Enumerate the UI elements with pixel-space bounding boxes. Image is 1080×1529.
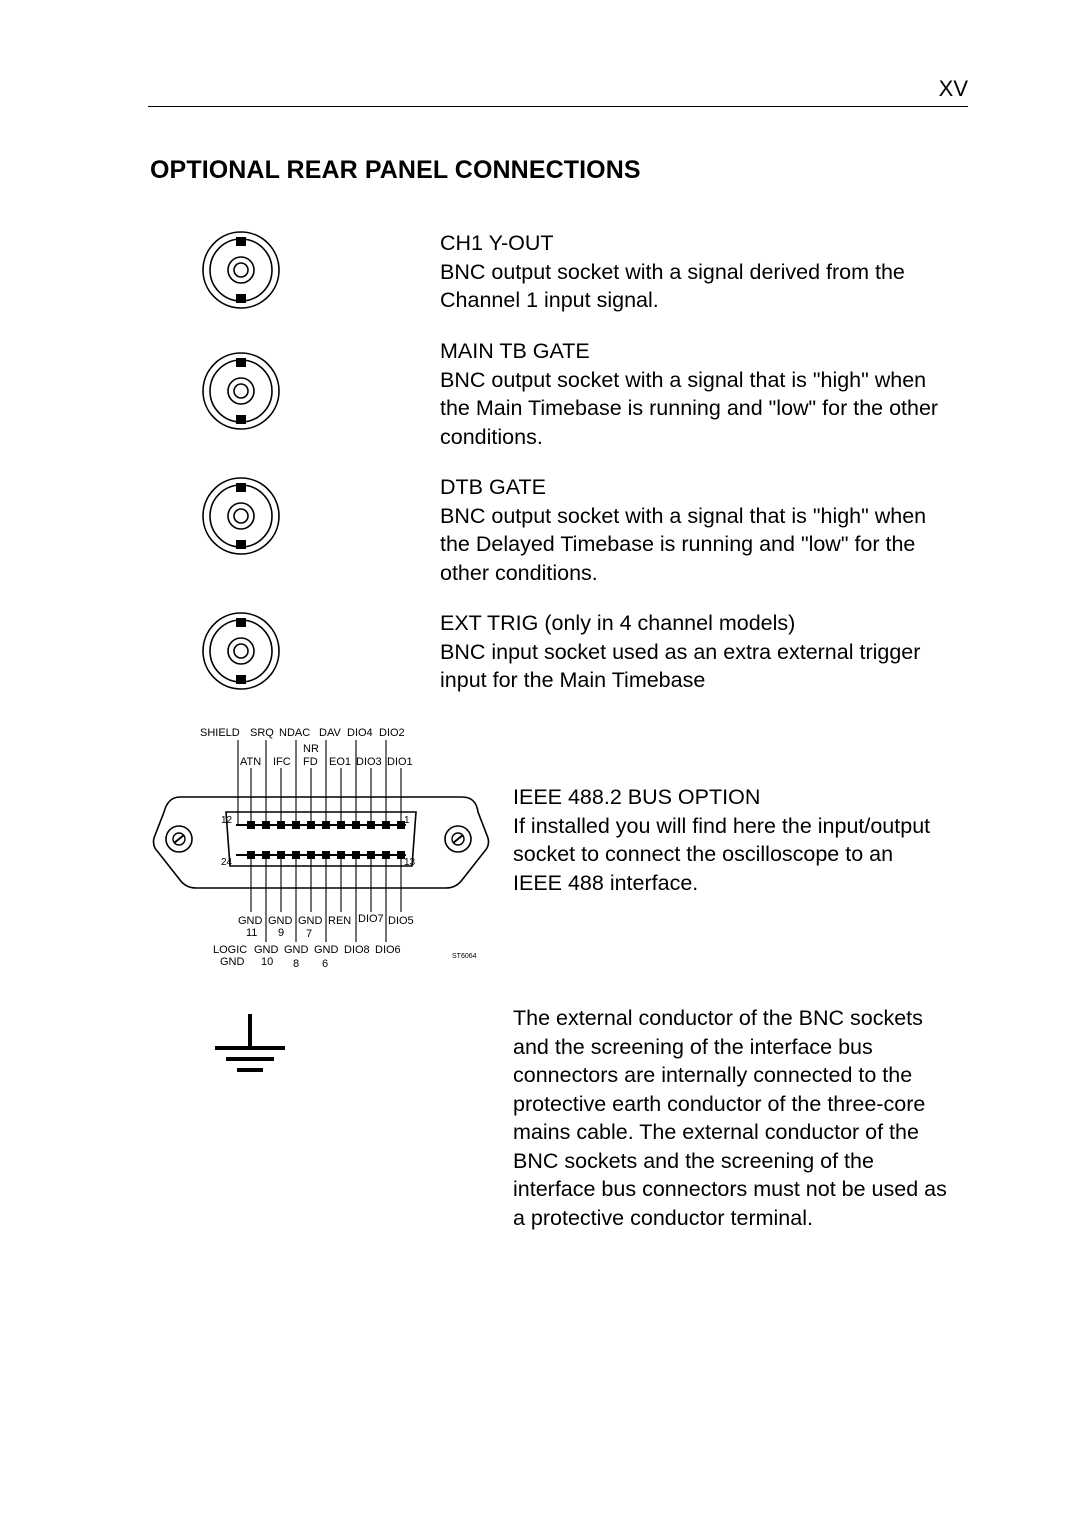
- pin-label: SHIELD: [200, 727, 240, 739]
- section-heading: EXT TRIG (only in 4 channel models): [440, 611, 796, 635]
- section-dtb-gate: [440, 473, 926, 587]
- bnc-socket-ch1-icon: [203, 232, 279, 308]
- section-description: BNC output socket with a signal that is "high" when the Main Timebase is running and "low" for the other conditions.: [440, 367, 939, 449]
- pin-label: GND: [284, 944, 309, 956]
- ieee488-connector-diagram: [154, 727, 489, 970]
- pin-number: 7: [306, 928, 313, 940]
- section-ext-trig: [440, 609, 920, 695]
- pin-label: DAV: [319, 727, 341, 739]
- pin-number-13: 13: [404, 857, 416, 868]
- pin-label: GND: [238, 915, 263, 927]
- pin-number-1: 1: [404, 815, 410, 826]
- section-description: BNC output socket with a signal derived from the Channel 1 input signal.: [440, 259, 905, 312]
- pin-label: DIO3: [356, 756, 382, 768]
- pin-label: GND: [298, 915, 323, 927]
- pin-label: REN: [328, 915, 352, 927]
- section-description: If installed you will find here the input/output socket to connect the oscilloscope to an IEEE 488 interface.: [513, 813, 931, 895]
- pin-label: SRQ: [250, 727, 274, 739]
- section-heading: CH1 Y-OUT: [440, 231, 554, 255]
- pin-label: NR: [303, 743, 319, 755]
- pin-label: EO1: [329, 756, 352, 768]
- pin-label: DIO2: [379, 727, 405, 739]
- section-main-tb-gate: [440, 337, 938, 451]
- pin-label: GND: [314, 944, 339, 956]
- earth-note-text: The external conductor of the BNC sockets and the screening of the interface bus connectors are internally connected to the protective earth conductor of the three-core mains cable. The external conductor of the BNC sockets and the screening of the interface bus connectors must not be used as a protective conductor terminal.: [513, 1006, 947, 1230]
- pin-label: LOGIC: [213, 944, 248, 956]
- bnc-socket-main-tb-gate-icon: [203, 353, 279, 429]
- pin-label: DIO7: [358, 913, 384, 925]
- section-heading: DTB GATE: [440, 475, 546, 499]
- pin-label: GND: [220, 956, 245, 968]
- figure-code: ST6064: [452, 953, 477, 960]
- section-description: BNC output socket with a signal that is "high" when the Delayed Timebase is running and "low" for the other conditions.: [440, 503, 927, 585]
- pin-label: FD: [303, 756, 318, 768]
- pin-label: DIO4: [347, 727, 373, 739]
- pin-label: GND: [254, 944, 279, 956]
- bnc-socket-dtb-gate-icon: [203, 478, 279, 554]
- pin-number: 10: [261, 956, 274, 968]
- section-ieee488-bus-option: [513, 783, 930, 897]
- pin-number: 9: [278, 927, 285, 939]
- pin-label: DIO1: [387, 756, 413, 768]
- pin-number: 11: [246, 927, 258, 939]
- page-number: XV: [938, 76, 968, 101]
- bnc-socket-ext-trig-icon: [203, 613, 279, 689]
- protective-earth-icon: [215, 1014, 285, 1070]
- earth-note: [513, 1004, 947, 1232]
- section-ch1-y-out: [440, 229, 905, 315]
- pin-label: GND: [268, 915, 293, 927]
- pin-label: DIO8: [344, 944, 370, 956]
- section-heading: IEEE 488.2 BUS OPTION: [513, 785, 761, 809]
- page-title: OPTIONAL REAR PANEL CONNECTIONS: [150, 156, 641, 184]
- pin-number-12: 12: [221, 815, 233, 826]
- pin-label: DIO6: [375, 944, 401, 956]
- pin-number: 8: [293, 958, 300, 970]
- section-heading: MAIN TB GATE: [440, 339, 590, 363]
- pin-number-24: 24: [221, 857, 233, 868]
- section-description: BNC input socket used as an extra external trigger input for the Main Timebase: [440, 639, 921, 692]
- pin-label: ATN: [240, 756, 262, 768]
- pin-number: 6: [322, 958, 329, 970]
- pin-label: IFC: [273, 756, 291, 768]
- pin-label: NDAC: [279, 727, 311, 739]
- pin-label: DIO5: [388, 915, 414, 927]
